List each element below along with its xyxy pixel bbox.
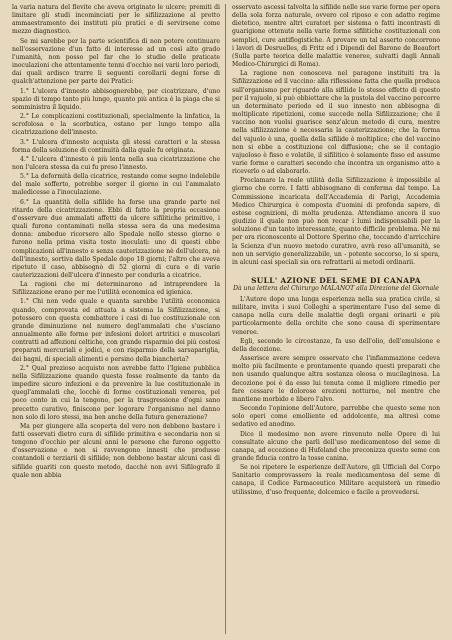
column-divider xyxy=(225,4,226,634)
right-column xyxy=(232,4,440,636)
article-paragraph: Dice il medesimo non avere rinvenuto nelle Opere di lui consultate alcuno che parli dell'uso medicamentoso del seme di canapa, ad eccezione di Hufeland che preconizza questo seme con grande fiducia contro la tosse canina. xyxy=(232,430,440,462)
left-paragraph: 3.° L'ulcera d'innesto acquista gli stessi caratteri e la stessa forma della soluzione di continuità dalla quale fu originata. xyxy=(12,138,220,154)
left-paragraph: 4.° L'ulcera d'innesto è più lenta nella sua cicatrizzazione che non l'ulcera stessa da cui fu preso l'innesto. xyxy=(12,155,220,171)
article-paragraph: Asserisce avere sempre osservato che l'infiammazione cedeva molto più facilmente e prontamente quando questi preparati che non usando qualunque altra sostanza oleosa o mucilaginosa. La decozione poi è da esso lui tenuta come il migliore rimedio per fare cessare le dolorose erezioni notturne, nel mentre che mantiene morbido e libero l'alvo. xyxy=(232,355,440,403)
right-paragraph: La ragione non conosceva nel paragone instituiti tra la Sifilizzazione ed il vaccino: alla riflessione fatta che quella produca sull'organismo per riguardo alla sifilide lo stesso effetto di questo per il vajuolo, si può obbiettare che la pustola del vaccino percorre un determinato periodo ed il suo innesto non abbisogna di moltiplicate ripetizioni, come succede nella Sifilizzazione; che il vaccino non vuolsi guarisce senz'alcun metodo di cura, mentre nella sifilizzazione è necessaria la cauterizzazione; che la forma del vajuolo è una, quella della sifilide è moltiplice; che del vaccino non si ebbe a costituzione col diffusione; che se il contagio vajuoloso è fisso e volatile, il sifilitico è solamente fisso ed assume varie forme e caratteri secondo che incontra un organismo atto a riceverlo o ad elaborarlo. xyxy=(232,70,440,176)
section-separator xyxy=(325,269,347,270)
left-column xyxy=(12,4,220,636)
left-paragraph: la varia natura del flevite che aveva originato le ulcere; premiti di limitare gli studi incominciati per le sifilizzazione al pretto ammaestramento dei instituti più pratici e di servirsene come mezzo diagnostico. xyxy=(12,4,220,36)
left-paragraph: 5.° La deformità della cicatrice, restando come segno indelebile del male sofferto, potrebbe sorger il giorno in cui l'ammalato maledicesse a l'inoculazione. xyxy=(12,173,220,197)
left-paragraph: La ragioni che mi determinarono ad intraprendere la Sifilizzazione erano per me l'utilità economica ed igienica. xyxy=(12,281,220,297)
article-paragraph: Se noi ripetere le esperienze dell'Autore, gli Ufficiali del Corpo Sanitario comprovassero la reale medicamentosa del seme di canapa, il Codice Farmaceutico Militare acquisterà un rimedio utilissimo, d'uso frequente, dolcemico e facile a provvedersi. xyxy=(232,464,440,496)
article-header xyxy=(232,276,440,293)
article-paragraph: Egli, secondo le circostanze, fa uso dell'olio, dell'emulsione e della decozione. xyxy=(232,337,440,353)
right-paragraph: Proclamare la reale utilità della Sifilizzazione è impossibile al giorno che corre. I fatti abbisognano di conferma dal tempo. La Commissione incaricata dell'Accademia di Parigi, Accademia Medico Chirurgica è composta d'uomini di profonda sapere, di estese cognizioni, di molta prudenza. Attendiamo ancora il suo giudizio il quale non può non recar i lumi indispensabili per la soluzione d'un tanto interessante, quanto difficile problema. Nè mi per ora riconoscente al Dottore Sperino che, toccando d'arricchire la Scienza d'un nuovo metodo curativo, avrà reso all'umanità, se non un servigio generalizzabile, un - potente soccorso, lo si spera, in alcuni casi speciali sia ora refrattarii ai metodi ordinarii. xyxy=(232,177,440,266)
article-byline: Dà una lettera del Chirurgo MALANOT alla Direzione del Giornale xyxy=(233,285,439,292)
left-paragraph: Ma per giungere alla scoperta del vero non debbono bastare i fatti osservati dietro cura di sifilide primitiva e secondaria non si tengono d'occhio per alcuni anni le persone che furono oggetto d'osservazione e non si ravvengono innesti che produsse contandoli e terziarii di sifilide; non debbono bastar alcuni casi di sifilide guariti con questo metodo, dacchè non avvi Sifilografo il quale non abbia xyxy=(12,422,220,479)
left-paragraph: 1.° L'ulcera d'innesto abbisognerebbe, per cicatrizzare, d'uno spazio di tempo tanto più lungo, quanto più antica è la piaga che si somministra il liquido. xyxy=(12,87,220,111)
left-paragraph: 2.° Qual prezioso acquisto non avrebbe fatto l'Igiene pubblica nella Sifilizzazione quando questa fosse realmente da tanto da impedire sicuro infezioni e da prevenire la lue costituzionale in quegl'ammalati che, locchè di forme costituzionali venerea, pel poco conto in cui la tengono, per la trasgressione d'ogni sano precetto curativo, finiscono per logorare l'organismo nel danno non solo di loro stessi, ma ben anche della futura generazione? xyxy=(12,364,220,421)
left-paragraph: Se mi sarebbe per la parte scientifica di non potere continuare nell'osservazione d'un fatto di interesse ad un così alto grado l'umanità, non posso pel far che lo studio delle praticate inoculazioni che attentamente tenni d'occhio nei varii loro periodi, dai quali ardisco trarre li seguenti corollarii degni forse di qualch'attenzione per parte dei Pratici: xyxy=(12,37,220,86)
left-paragraph: 1.° Chi non vede quale e quanta sarebbe l'utilità economica quando, comprovata ed attuata a sistema la Sifilizzazione, si potessero con questa combattere i casi di lue costituzionale con grande diminuzione nel numero degl'ammalati che s'usciano annualmente alle forme per infesioni dolori artritici e muscolari contratti ad affezioni celtiche, con grande risparmio dei più costosi preparati mercuriali e jodici, e con risparmio della sarsapariglia, dei bagni, di speciali alimenti e persino della biancheria? xyxy=(12,298,220,363)
article-paragraph: Secondo l'opinione dell'Autore, parrebbe che questo seme non solo operi come emolliente ed addolcente, ma altresì come sedativo ed anodino. xyxy=(232,405,440,429)
left-paragraph: 2.° Le complicazioni costituzionali, specialmente la linfatica, la scrofolosa e la scorbutica, ostano per lungo tempo alla cicatrizzazione dell'innesto. xyxy=(12,113,220,137)
article-paragraph: L'Autore dopo una lunga esperienza nella sua pratica civile, si militare, invita i suoi Colleghi a sperimentare l'uso del seme di canapa nella cura delle malattie degli organi orinarii e più particolarmente della orchite che sono causa di sperimentare veneree. xyxy=(232,296,440,336)
right-paragraph: osservato ascessi talvolta la sifilide nelle sue varie forme per opera della sola forza naturale, ovvero col riposo e con adatto regime dietetico, mentre altri curatori per sistema o fatti incontrasti di guarigione ottenute nella varie forme sifilitiche costituzionali con semplici, cure antiflogistiche. A provare un tal asserto concorrono i lavori di Desruelles, di Fritz ed i Dipendi del Barone de Beaufort (Sulla parte teorica delle malattie veneree, sulvatti dagli Annali Medico-Chirurgici di Roma). xyxy=(232,4,440,69)
left-paragraph: 6.° La quantità della sifilide ha forse una grande parte nel ritardo della cicatrizzazione. Ebbi di fatto la propria occasione d'osservare due ammalati affetti da ulcere sifilitiche primitive, i quali furono contaminati nella stessa sera da una medesima donna: ambedue ricorsero allo Spedale nello stesso giorno e furono nella prima visita tosto inoculati: uno di questi ebbe complicazioni all'innesto e senza cauterizzazione nè dell'ulcera, nè dell'innesto, sortiva dallo Spedale dopo 18 giorni; l'altro che aveva ripetuto il caso, abbisognò di 52 giorni di cura e di varie cauterizzazioni dell'ulcera d'innesto per condurla a cicatrice. xyxy=(12,198,220,279)
article-title: SULL' AZIONE DEL SEME DI CANAPA xyxy=(251,276,421,285)
